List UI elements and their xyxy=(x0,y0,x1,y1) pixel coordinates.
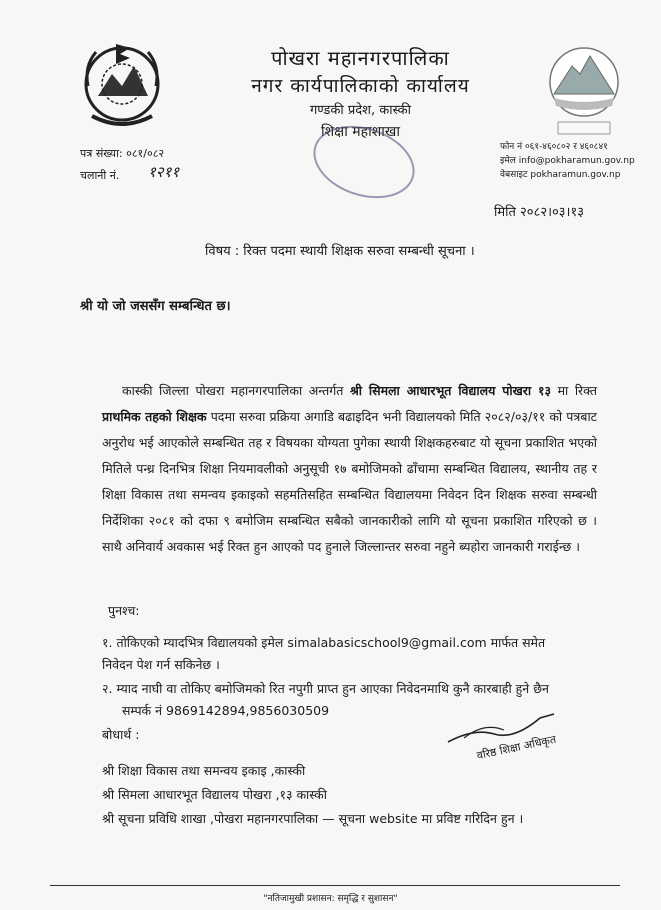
cc-label: बोधार्थ : xyxy=(102,727,140,742)
postscript-item-1: १. तोकिएको म्यादभित्र विद्यालयको इमेल simalabasicschool9@gmail.com मार्फत समेत xyxy=(102,635,546,650)
footer-motto: "नतिजामुखी प्रशासन: समृद्धि र सुशासन" xyxy=(263,894,398,904)
body-text-1: कास्की जिल्ला पोखरा महानगरपालिका अन्तर्गत xyxy=(122,383,350,398)
contact-email: इमेल info@pokharamun.gov.np xyxy=(500,156,635,166)
header-org: पोखरा महानगरपालिका xyxy=(271,46,450,70)
contact-website: वेबसाइट pokharamun.gov.np xyxy=(500,170,621,180)
letter-date: मिति २०८२।०३।१३ xyxy=(494,205,584,220)
header-location: गण्डकी प्रदेश, कास्की xyxy=(309,103,412,118)
dispatch-number: १२११ xyxy=(148,163,180,181)
body-text-3: पदमा सरुवा प्रक्रिया अगाडि बढाइदिन भनी विद्यालयको मिति २०८२/०३/११ को पत्रबाट अनुरोध भई आएकोले सम्बन्धित तह र विषयका योग्यता पुगेका स्थायी शिक्षकहरुबाट यो सूचना प्रकाशित भएको मितिले पन्ध्र दिनभित्र शिक्षा नियमावलीको अनुसूची १७ बमोजिमको ढाँचामा सम्बन्धित विद्यालय, स्थानीय तह र शिक्षा विकास तथा समन्वय इकाइको सहमतिसहित सम्बन्धित विद्यालयमा निवेदन दिन शिक्षक सरुवा सम्बन्धी निर्देशिका २०८१ को दफा ९ बमोजिम सम्बन्धित सबैको जानकारीको लागि यो सूचना प्रकाशित गरिएको छ । साथै अनिवार्य अवकास भई रिक्त हुन आएको पद हुनाले जिल्लान्तर सरुवा नहुने ब्यहोरा जानकारी गराईन्छ । xyxy=(102,409,597,554)
contact-phone: फोन नं ०६१-४६०८०२ र ४६०८४१ xyxy=(500,142,608,152)
signature-title: वरिष्ठ शिक्षा अधिकृत xyxy=(475,732,558,763)
subject-line: विषय : रिक्त पदमा स्थायी शिक्षक सरुवा सम्बन्धी सूचना । xyxy=(205,244,475,259)
addressee: श्री यो जो जससँग सम्बन्धित छ। xyxy=(80,299,231,314)
cc-item: श्री सूचना प्रविधि शाखा ,पोखरा महानगरपालिका — सूचना website मा प्रविष्ट गरिदिन हुन । xyxy=(102,811,524,826)
header-branch: शिक्षा महाशाखा xyxy=(321,124,400,140)
postscript-label: पुनश्च: xyxy=(108,603,140,618)
fiscal-reference: पत्र संख्या: ०८१/०८२ xyxy=(80,147,165,160)
postscript-item-1b: निवेदन पेश गर्न सकिनेछ । xyxy=(102,657,220,672)
postscript-item-2: २. म्याद नाघी वा तोकिए बमोजिमको रित नपुगी प्राप्त हुन आएका निवेदनमाथि कुनै कारबाही हुने छैन xyxy=(102,681,549,696)
cc-item: श्री शिक्षा विकास तथा समन्वय इकाइ ,कास्की xyxy=(102,763,306,778)
cc-item: श्री सिमला आधारभूत विद्यालय पोखरा ,१३ कास्की xyxy=(102,787,327,802)
body-text-2: मा रिक्त xyxy=(551,383,597,398)
post-name: प्राथमिक तहको शिक्षक xyxy=(102,409,207,424)
contact-block xyxy=(500,140,655,182)
dispatch-label: चलानी नं. xyxy=(80,169,120,182)
postscript-contact: सम्पर्क नं 9869142894,9856030509 xyxy=(122,703,330,718)
body-paragraph xyxy=(102,378,597,560)
footer-divider xyxy=(50,885,620,886)
header-office: नगर कार्यपालिकाको कार्यालय xyxy=(251,75,470,97)
school-name: श्री सिमला आधारभूत विद्यालय पोखरा १३ xyxy=(349,383,552,398)
